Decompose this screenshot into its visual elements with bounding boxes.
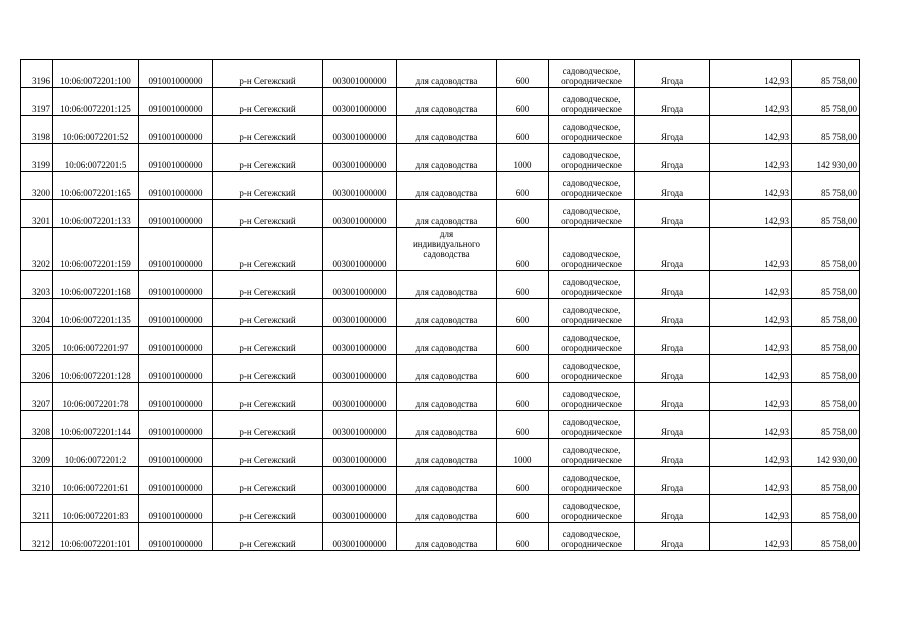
cadastral-value-cell: 85 758,00 <box>792 172 860 200</box>
land-category-cell <box>549 228 635 271</box>
land-category-line: огородническое <box>561 315 622 325</box>
permitted-use-line: для <box>439 229 454 239</box>
permitted-use-cell: для садоводства <box>397 60 497 88</box>
land-category-line: огородническое <box>561 455 622 465</box>
land-category-cell <box>549 383 635 411</box>
district-cell: р-н Сегежский <box>213 467 323 495</box>
row-number-cell: 3206 <box>21 355 53 383</box>
land-category-cell <box>549 116 635 144</box>
land-category-line: садоводческое, <box>562 206 621 216</box>
land-category-line: огородническое <box>561 427 622 437</box>
classifier-code-cell: 003001000000 <box>323 411 397 439</box>
district-cell: р-н Сегежский <box>213 495 323 523</box>
cadastral-value-cell: 85 758,00 <box>792 327 860 355</box>
district-cell: р-н Сегежский <box>213 88 323 116</box>
cadastral-value-cell: 85 758,00 <box>792 467 860 495</box>
specific-value-cell: 142,93 <box>710 467 792 495</box>
cadastral-value-cell: 85 758,00 <box>792 271 860 299</box>
cadastral-number-cell: 10:06:0072201:159 <box>53 228 139 271</box>
settlement-name-cell: Ягода <box>635 355 710 383</box>
okato-code-cell: 091001000000 <box>139 228 213 271</box>
specific-value-cell: 142,93 <box>710 495 792 523</box>
okato-code-cell: 091001000000 <box>139 383 213 411</box>
specific-value-cell: 142,93 <box>710 383 792 411</box>
specific-value-cell: 142,93 <box>710 60 792 88</box>
permitted-use-cell: для садоводства <box>397 299 497 327</box>
table-row <box>21 355 860 383</box>
district-cell: р-н Сегежский <box>213 327 323 355</box>
cadastral-value-cell: 85 758,00 <box>792 200 860 228</box>
land-category-cell <box>549 172 635 200</box>
land-category-line: огородническое <box>561 483 622 493</box>
land-category-line: садоводческое, <box>562 94 621 104</box>
land-registry-table <box>20 59 860 551</box>
settlement-name-cell: Ягода <box>635 200 710 228</box>
cadastral-number-cell: 10:06:0072201:5 <box>53 144 139 172</box>
settlement-name-cell: Ягода <box>635 116 710 144</box>
area-cell: 600 <box>497 88 549 116</box>
permitted-use-cell: для садоводства <box>397 355 497 383</box>
area-cell: 600 <box>497 299 549 327</box>
table-row <box>21 327 860 355</box>
area-cell: 600 <box>497 172 549 200</box>
row-number-cell: 3202 <box>21 228 53 271</box>
row-number-cell: 3208 <box>21 411 53 439</box>
row-number-cell: 3201 <box>21 200 53 228</box>
cadastral-value-cell: 85 758,00 <box>792 88 860 116</box>
cadastral-number-cell: 10:06:0072201:52 <box>53 116 139 144</box>
okato-code-cell: 091001000000 <box>139 299 213 327</box>
district-cell: р-н Сегежский <box>213 383 323 411</box>
area-cell: 600 <box>497 271 549 299</box>
land-category-line: садоводческое, <box>562 178 621 188</box>
land-category-line: садоводческое, <box>562 389 621 399</box>
land-category-line: огородническое <box>561 160 622 170</box>
row-number-cell: 3211 <box>21 495 53 523</box>
specific-value-cell: 142,93 <box>710 299 792 327</box>
land-category-line: садоводческое, <box>562 277 621 287</box>
cadastral-number-cell: 10:06:0072201:97 <box>53 327 139 355</box>
settlement-name-cell: Ягода <box>635 467 710 495</box>
district-cell: р-н Сегежский <box>213 116 323 144</box>
cadastral-value-cell: 85 758,00 <box>792 60 860 88</box>
specific-value-cell: 142,93 <box>710 411 792 439</box>
cadastral-value-cell: 142 930,00 <box>792 439 860 467</box>
land-category-line: садоводческое, <box>562 150 621 160</box>
specific-value-cell: 142,93 <box>710 439 792 467</box>
land-category-line: огородническое <box>561 132 622 142</box>
settlement-name-cell: Ягода <box>635 172 710 200</box>
district-cell: р-н Сегежский <box>213 228 323 271</box>
cadastral-number-cell: 10:06:0072201:165 <box>53 172 139 200</box>
okato-code-cell: 091001000000 <box>139 327 213 355</box>
okato-code-cell: 091001000000 <box>139 355 213 383</box>
area-cell: 600 <box>497 467 549 495</box>
okato-code-cell: 091001000000 <box>139 172 213 200</box>
classifier-code-cell: 003001000000 <box>323 200 397 228</box>
cadastral-number-cell: 10:06:0072201:83 <box>53 495 139 523</box>
row-number-cell: 3199 <box>21 144 53 172</box>
row-number-cell: 3200 <box>21 172 53 200</box>
cadastral-number-cell: 10:06:0072201:78 <box>53 383 139 411</box>
land-category-cell <box>549 467 635 495</box>
area-cell: 1000 <box>497 144 549 172</box>
okato-code-cell: 091001000000 <box>139 467 213 495</box>
okato-code-cell: 091001000000 <box>139 88 213 116</box>
district-cell: р-н Сегежский <box>213 523 323 551</box>
area-cell: 600 <box>497 116 549 144</box>
row-number-cell: 3209 <box>21 439 53 467</box>
land-category-cell <box>549 299 635 327</box>
land-category-line: садоводческое, <box>562 305 621 315</box>
land-category-cell <box>549 60 635 88</box>
area-cell: 600 <box>497 228 549 271</box>
table-row <box>21 383 860 411</box>
land-category-line: садоводческое, <box>562 249 621 259</box>
permitted-use-cell: для садоводства <box>397 467 497 495</box>
row-number-cell: 3198 <box>21 116 53 144</box>
land-category-line: огородническое <box>561 188 622 198</box>
settlement-name-cell: Ягода <box>635 523 710 551</box>
settlement-name-cell: Ягода <box>635 60 710 88</box>
classifier-code-cell: 003001000000 <box>323 467 397 495</box>
specific-value-cell: 142,93 <box>710 523 792 551</box>
classifier-code-cell: 003001000000 <box>323 60 397 88</box>
table-row <box>21 88 860 116</box>
row-number-cell: 3207 <box>21 383 53 411</box>
district-cell: р-н Сегежский <box>213 299 323 327</box>
okato-code-cell: 091001000000 <box>139 495 213 523</box>
land-category-line: садоводческое, <box>562 501 621 511</box>
land-category-line: садоводческое, <box>562 417 621 427</box>
row-number-cell: 3197 <box>21 88 53 116</box>
table-row <box>21 60 860 88</box>
cadastral-value-cell: 85 758,00 <box>792 116 860 144</box>
land-category-line: садоводческое, <box>562 529 621 539</box>
table-row <box>21 228 860 271</box>
classifier-code-cell: 003001000000 <box>323 172 397 200</box>
land-category-cell <box>549 144 635 172</box>
permitted-use-cell <box>397 228 497 271</box>
table-row <box>21 411 860 439</box>
cadastral-number-cell: 10:06:0072201:101 <box>53 523 139 551</box>
settlement-name-cell: Ягода <box>635 439 710 467</box>
area-cell: 1000 <box>497 439 549 467</box>
cadastral-number-cell: 10:06:0072201:168 <box>53 271 139 299</box>
settlement-name-cell: Ягода <box>635 271 710 299</box>
okato-code-cell: 091001000000 <box>139 523 213 551</box>
land-category-cell <box>549 439 635 467</box>
specific-value-cell: 142,93 <box>710 172 792 200</box>
specific-value-cell: 142,93 <box>710 228 792 271</box>
district-cell: р-н Сегежский <box>213 355 323 383</box>
district-cell: р-н Сегежский <box>213 271 323 299</box>
district-cell: р-н Сегежский <box>213 60 323 88</box>
permitted-use-cell: для садоводства <box>397 327 497 355</box>
table-row <box>21 439 860 467</box>
land-category-line: садоводческое, <box>562 445 621 455</box>
land-category-cell <box>549 355 635 383</box>
permitted-use-cell: для садоводства <box>397 116 497 144</box>
permitted-use-cell: для садоводства <box>397 495 497 523</box>
specific-value-cell: 142,93 <box>710 327 792 355</box>
permitted-use-cell: для садоводства <box>397 172 497 200</box>
permitted-use-line: индивидуального <box>412 239 480 249</box>
table-row <box>21 299 860 327</box>
okato-code-cell: 091001000000 <box>139 144 213 172</box>
cadastral-value-cell: 85 758,00 <box>792 228 860 271</box>
classifier-code-cell: 003001000000 <box>323 495 397 523</box>
settlement-name-cell: Ягода <box>635 88 710 116</box>
cadastral-number-cell: 10:06:0072201:125 <box>53 88 139 116</box>
land-category-line: огородническое <box>561 399 622 409</box>
classifier-code-cell: 003001000000 <box>323 299 397 327</box>
permitted-use-line: садоводства <box>423 249 470 259</box>
okato-code-cell: 091001000000 <box>139 439 213 467</box>
area-cell: 600 <box>497 355 549 383</box>
cadastral-number-cell: 10:06:0072201:2 <box>53 439 139 467</box>
cadastral-value-cell: 85 758,00 <box>792 523 860 551</box>
row-number-cell: 3210 <box>21 467 53 495</box>
settlement-name-cell: Ягода <box>635 144 710 172</box>
land-category-cell <box>549 88 635 116</box>
settlement-name-cell: Ягода <box>635 383 710 411</box>
cadastral-number-cell: 10:06:0072201:100 <box>53 60 139 88</box>
table-row <box>21 144 860 172</box>
classifier-code-cell: 003001000000 <box>323 327 397 355</box>
permitted-use-cell: для садоводства <box>397 523 497 551</box>
land-category-line: огородническое <box>561 511 622 521</box>
specific-value-cell: 142,93 <box>710 144 792 172</box>
land-category-line: садоводческое, <box>562 333 621 343</box>
cadastral-value-cell: 85 758,00 <box>792 355 860 383</box>
area-cell: 600 <box>497 60 549 88</box>
classifier-code-cell: 003001000000 <box>323 439 397 467</box>
cadastral-value-cell: 85 758,00 <box>792 411 860 439</box>
land-category-line: садоводческое, <box>562 66 621 76</box>
specific-value-cell: 142,93 <box>710 116 792 144</box>
settlement-name-cell: Ягода <box>635 411 710 439</box>
okato-code-cell: 091001000000 <box>139 411 213 439</box>
land-category-line: садоводческое, <box>562 122 621 132</box>
permitted-use-cell: для садоводства <box>397 439 497 467</box>
table-row <box>21 495 860 523</box>
classifier-code-cell: 003001000000 <box>323 383 397 411</box>
row-number-cell: 3203 <box>21 271 53 299</box>
settlement-name-cell: Ягода <box>635 495 710 523</box>
row-number-cell: 3212 <box>21 523 53 551</box>
cadastral-value-cell: 85 758,00 <box>792 383 860 411</box>
land-category-cell <box>549 200 635 228</box>
land-category-line: огородническое <box>561 371 622 381</box>
permitted-use-cell: для садоводства <box>397 271 497 299</box>
land-category-line: садоводческое, <box>562 473 621 483</box>
land-category-cell <box>549 271 635 299</box>
land-category-cell <box>549 495 635 523</box>
permitted-use-cell: для садоводства <box>397 411 497 439</box>
permitted-use-cell: для садоводства <box>397 383 497 411</box>
row-number-cell: 3205 <box>21 327 53 355</box>
classifier-code-cell: 003001000000 <box>323 523 397 551</box>
area-cell: 600 <box>497 327 549 355</box>
land-category-cell <box>549 523 635 551</box>
table-row <box>21 172 860 200</box>
area-cell: 600 <box>497 495 549 523</box>
district-cell: р-н Сегежский <box>213 144 323 172</box>
settlement-name-cell: Ягода <box>635 299 710 327</box>
land-category-line: огородническое <box>561 104 622 114</box>
table-row <box>21 116 860 144</box>
table-row <box>21 200 860 228</box>
specific-value-cell: 142,93 <box>710 200 792 228</box>
table-row <box>21 523 860 551</box>
cadastral-value-cell: 85 758,00 <box>792 299 860 327</box>
okato-code-cell: 091001000000 <box>139 200 213 228</box>
settlement-name-cell: Ягода <box>635 228 710 271</box>
table-row <box>21 467 860 495</box>
row-number-cell: 3196 <box>21 60 53 88</box>
land-category-line: огородническое <box>561 343 622 353</box>
cadastral-value-cell: 85 758,00 <box>792 495 860 523</box>
land-category-line: садоводческое, <box>562 361 621 371</box>
cadastral-number-cell: 10:06:0072201:144 <box>53 411 139 439</box>
land-category-cell <box>549 411 635 439</box>
okato-code-cell: 091001000000 <box>139 271 213 299</box>
cadastral-number-cell: 10:06:0072201:133 <box>53 200 139 228</box>
classifier-code-cell: 003001000000 <box>323 144 397 172</box>
table-row <box>21 271 860 299</box>
land-category-line: огородническое <box>561 216 622 226</box>
land-category-line: огородническое <box>561 287 622 297</box>
okato-code-cell: 091001000000 <box>139 116 213 144</box>
cadastral-number-cell: 10:06:0072201:128 <box>53 355 139 383</box>
specific-value-cell: 142,93 <box>710 271 792 299</box>
land-category-line: огородническое <box>561 539 622 549</box>
settlement-name-cell: Ягода <box>635 327 710 355</box>
okato-code-cell: 091001000000 <box>139 60 213 88</box>
specific-value-cell: 142,93 <box>710 88 792 116</box>
land-category-line: огородническое <box>561 259 622 269</box>
cadastral-number-cell: 10:06:0072201:135 <box>53 299 139 327</box>
area-cell: 600 <box>497 200 549 228</box>
classifier-code-cell: 003001000000 <box>323 116 397 144</box>
permitted-use-cell: для садоводства <box>397 88 497 116</box>
classifier-code-cell: 003001000000 <box>323 228 397 271</box>
permitted-use-cell: для садоводства <box>397 200 497 228</box>
district-cell: р-н Сегежский <box>213 439 323 467</box>
area-cell: 600 <box>497 383 549 411</box>
classifier-code-cell: 003001000000 <box>323 355 397 383</box>
classifier-code-cell: 003001000000 <box>323 271 397 299</box>
classifier-code-cell: 003001000000 <box>323 88 397 116</box>
cadastral-number-cell: 10:06:0072201:61 <box>53 467 139 495</box>
area-cell: 600 <box>497 411 549 439</box>
specific-value-cell: 142,93 <box>710 355 792 383</box>
district-cell: р-н Сегежский <box>213 172 323 200</box>
district-cell: р-н Сегежский <box>213 200 323 228</box>
row-number-cell: 3204 <box>21 299 53 327</box>
area-cell: 600 <box>497 523 549 551</box>
land-category-line: огородническое <box>561 76 622 86</box>
district-cell: р-н Сегежский <box>213 411 323 439</box>
permitted-use-cell: для садоводства <box>397 144 497 172</box>
land-category-cell <box>549 327 635 355</box>
cadastral-value-cell: 142 930,00 <box>792 144 860 172</box>
